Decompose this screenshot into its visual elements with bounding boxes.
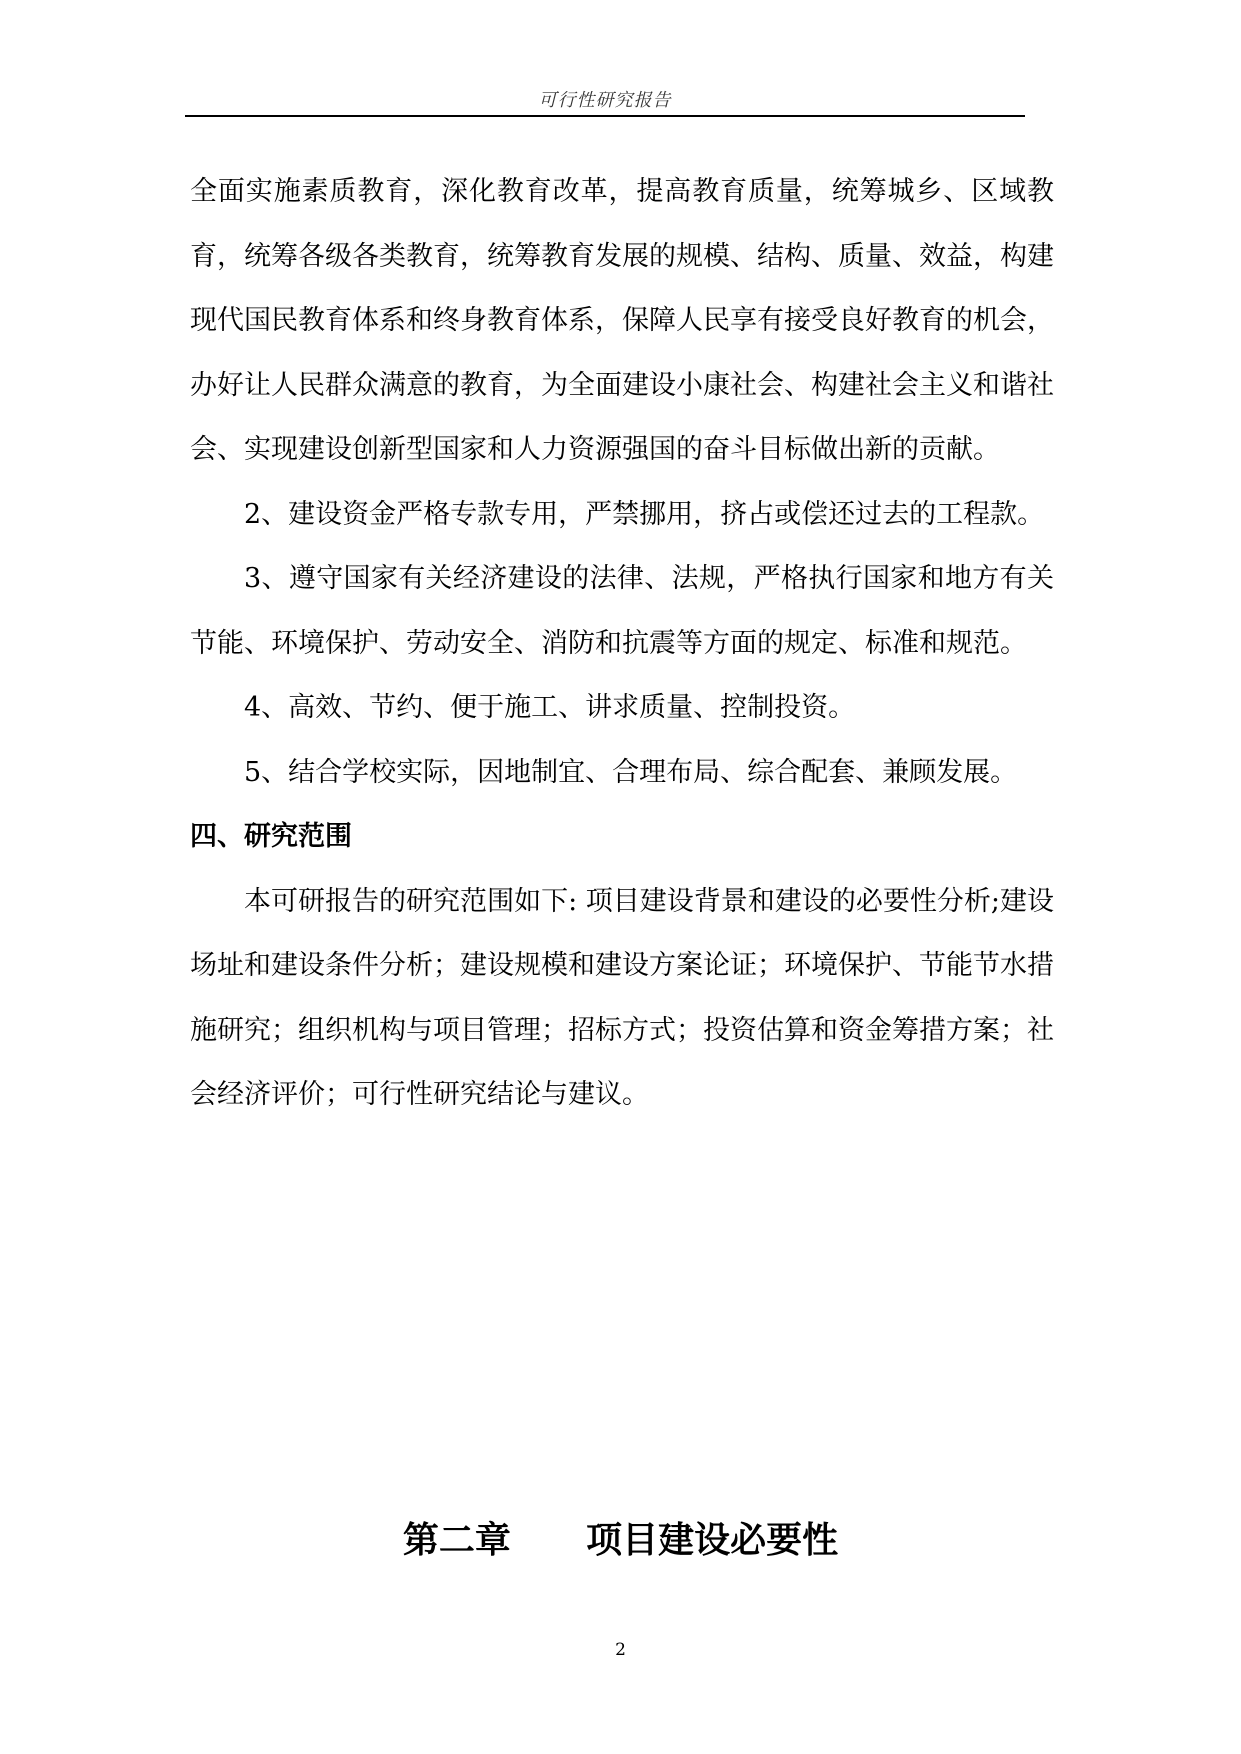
list-item-2: 2、建设资金严格专款专用，严禁挪用，挤占或偿还过去的工程款。 [244,498,1045,530]
section-heading: 四、研究范围 [190,821,352,852]
section-body: 本可研报告的研究范围如下: 项目建设背景和建设的必要性分析;建设场址和建设条件分析；建设规模和建设方案论证；环境保护、节能节水措施研究；组织机构与项目管理；招标方式；投资估算和资金筹措方案；社会经济评价；可行性研究结论与建议。 [190,885,1054,1110]
page-number: 2 [615,1640,626,1660]
list-item-3: 3、遵守国家有关经济建设的法律、法规，严格执行国家和地方有关节能、环境保护、劳动安全、消防和抗震等方面的规定、标准和规范。 [190,563,1054,659]
document-body [190,160,1054,1128]
running-header: 可行性研究报告 [538,90,672,111]
list-item-4: 4、高效、节约、便于施工、讲求质量、控制投资。 [244,692,856,723]
list-item-5: 5、结合学校实际，因地制宜、合理布局、综合配套、兼顾发展。 [244,756,1018,788]
header-divider [185,115,1025,117]
paragraph-intro: 全面实施素质教育，深化教育改革，提高教育质量，统筹城乡、区域教育，统筹各级各类教育，统筹教育发展的规模、结构、质量、效益，构建现代国民教育体系和终身教育体系，保障人民享有接受良好教育的机会，办好让人民群众满意的教育，为全面建设小康社会、构建社会主义和谐社会、实现建设创新型国家和人力资源强国的奋斗目标做出新的贡献。 [190,176,1054,465]
chapter-title: 第二章 项目建设必要性 [402,1520,839,1561]
